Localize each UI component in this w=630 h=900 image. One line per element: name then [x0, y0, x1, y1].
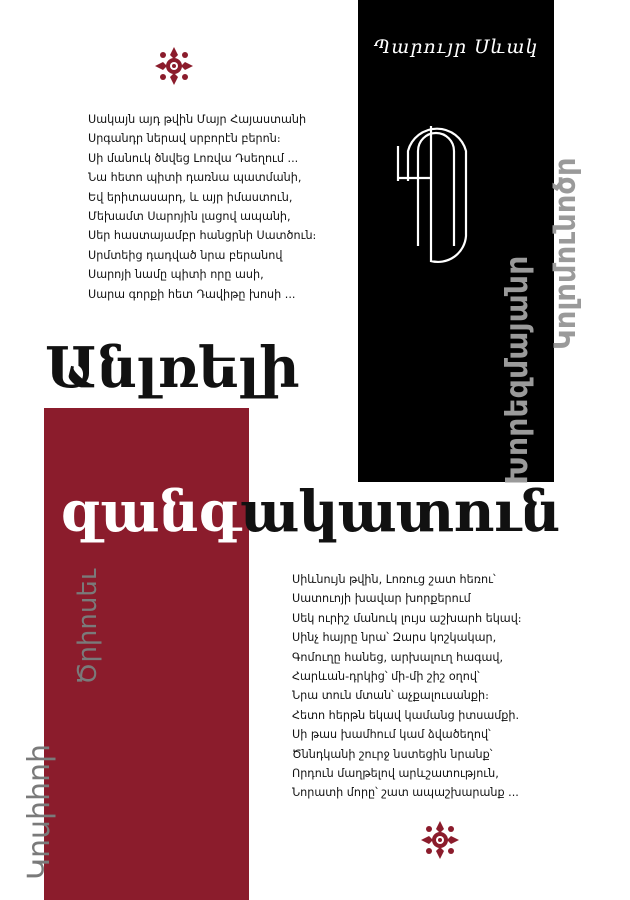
- compiler-credit: Կոսիհոի: [22, 743, 57, 880]
- poem-line: Սատուոյի խավար խորքերում: [292, 592, 471, 606]
- poem-top: [88, 110, 316, 304]
- poem-line: Սեր հաստայամբր հանցրնի Սատծուն։: [88, 229, 317, 243]
- poem-line: Սրգանդր ներավ սրբորէն բերոն։: [88, 132, 281, 146]
- poem-line: Գոմուղը հանեց, արխալուղ հագավ,: [292, 650, 504, 664]
- armenian-cross-ornament-icon: [154, 46, 194, 86]
- poem-line: Հետո հերթն եկավ կամանց իտսամքի.: [292, 708, 520, 722]
- translation-credit: Խորեզմայանր: [500, 255, 535, 485]
- book-title-line-2: [60, 479, 560, 545]
- poem-line: Սիևնույն թվին, Լոռուց շատ հեռու՝: [292, 573, 496, 586]
- poem-line: Մեխամտ Սարոյին լացով ապանի,: [88, 210, 291, 224]
- poem-line: Սարոյի նամը պիտի որը ասի,: [88, 268, 264, 282]
- poem-line: Նրա տուն մտան՝ աչքալուսանքի։: [292, 689, 489, 703]
- poem-bottom: [292, 570, 522, 803]
- poem-line: Սի թաս խամհում կամ ձվածեղով՝: [292, 728, 491, 742]
- poem-line: Նա հետո պիտի դառնա պատմանի,: [88, 171, 302, 185]
- poem-line: Սեկ ուրիշ մանուկ լույս աշխարհ եկավ։: [292, 611, 522, 625]
- poem-line: Եվ երիտասարդ, և այր իմաստուն,: [88, 190, 293, 204]
- poem-line: Ծննդկանի շուրջ նստեցին նրանք՝: [292, 747, 493, 761]
- book-title-line-1: Անլռելի: [45, 335, 299, 401]
- monogram-icon: [396, 96, 476, 290]
- poem-line: Հարևան-դրկից՝ մի-մի շիշ օղով՝: [292, 670, 480, 684]
- editor-credit: Ծրիոսեւ: [73, 568, 103, 685]
- illustrations-credit: Կոլոմունոծր: [548, 157, 582, 350]
- poem-line: Սրմտեից դադված նրա բերանով: [88, 248, 283, 262]
- book-title-rest: ակատուն: [240, 479, 560, 545]
- poem-line: Սարա գորքի հետ Դավիթը խոսի ...: [88, 287, 296, 301]
- book-title-red-part: զանգ: [60, 479, 241, 545]
- poem-line: Սինչ հայրը նրա՝ Զարս կոշկակար,: [292, 631, 497, 645]
- poem-line: Որդուն մաղթելով արևշատություն,: [292, 767, 499, 781]
- poem-line: Սակայն այդ թվին Մայր Հայաստանի: [88, 113, 307, 126]
- armenian-cross-ornament-icon: [420, 820, 460, 860]
- poem-line: Նորատի մորը՝ շատ ապաշխարանք ...: [292, 786, 519, 800]
- poem-line: Սի մանուկ ծնվեց Լոռվա Դսեղում ...: [88, 151, 299, 165]
- author-name: Պարույր Սևակ: [373, 36, 539, 58]
